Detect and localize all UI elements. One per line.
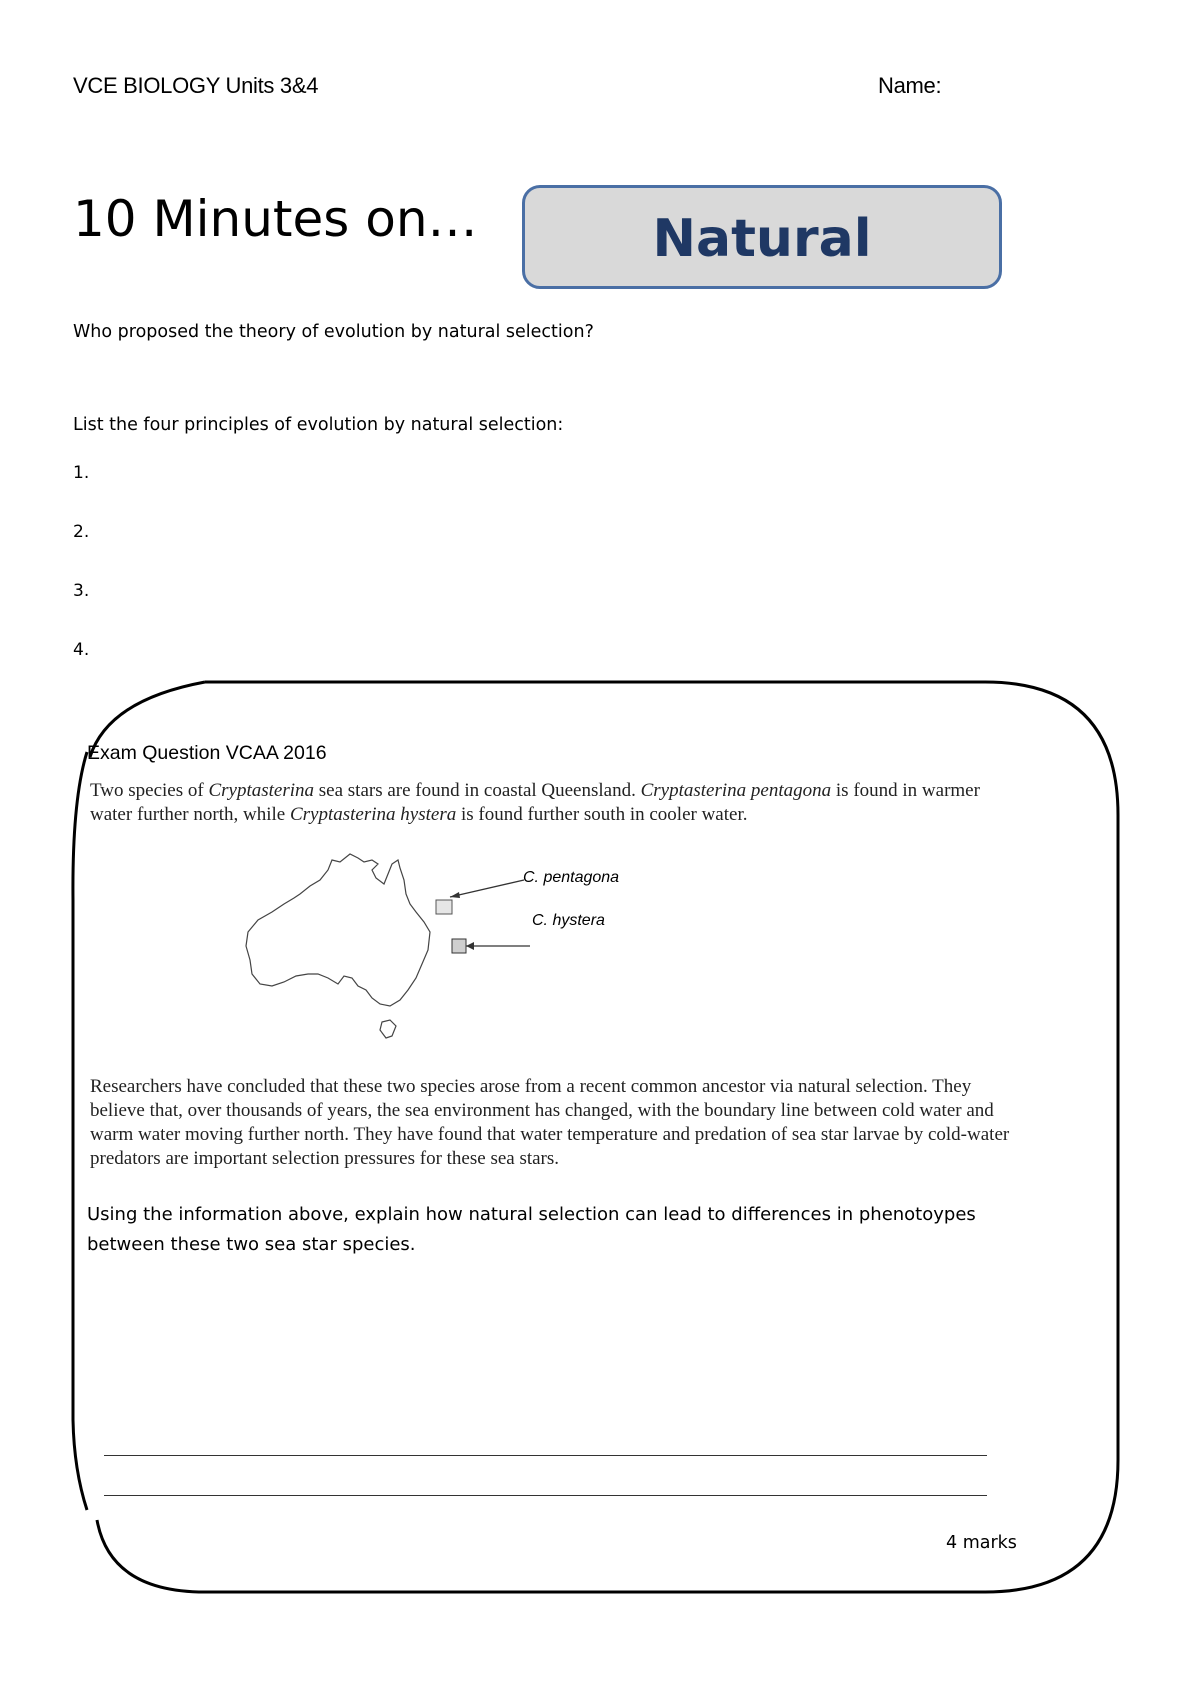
list-number-4: 4. — [73, 640, 90, 660]
answer-line[interactable] — [104, 1455, 987, 1456]
course-title: VCE BIOLOGY Units 3&4 — [73, 73, 319, 98]
question-1: Who proposed the theory of evolution by natural selection? — [73, 322, 594, 342]
exam-research-text: Researchers have concluded that these two species arose from a recent common ancestor via natural selection. They believe that, over thousands of years, the sea environment has changed, with the boundary line between cold water and warm water moving further north. They have found that water temperature and predation of sea star larvae by cold-water predators are important selection pressures for these sea stars. — [90, 1076, 1010, 1169]
map-label-hystera: C. hystera — [532, 912, 605, 929]
name-label: Name: — [878, 73, 942, 98]
question-2: List the four principles of evolution by natural selection: — [73, 415, 564, 435]
exam-heading: Exam Question VCAA 2016 — [87, 742, 327, 764]
list-number-3: 3. — [73, 581, 90, 601]
australia-map — [240, 850, 540, 1050]
exam-prompt: Using the information above, explain how natural selection can lead to differences in phenotoypes between these two sea star species. — [87, 1204, 976, 1255]
page-title: 10 Minutes on… — [73, 190, 478, 248]
exam-intro: Two species of Cryptasterina sea stars are found in coastal Queensland. Cryptasterina pentagona is found in warmer water further north, while Cryptasterina hystera is found further south in cooler water. — [90, 780, 980, 825]
answer-line[interactable] — [104, 1495, 987, 1496]
marks-label: 4 marks — [946, 1533, 1017, 1553]
topic-label: Natural — [652, 209, 872, 269]
list-number-1: 1. — [73, 463, 90, 483]
list-number-2: 2. — [73, 522, 90, 542]
map-label-pentagona: C. pentagona — [523, 869, 620, 886]
